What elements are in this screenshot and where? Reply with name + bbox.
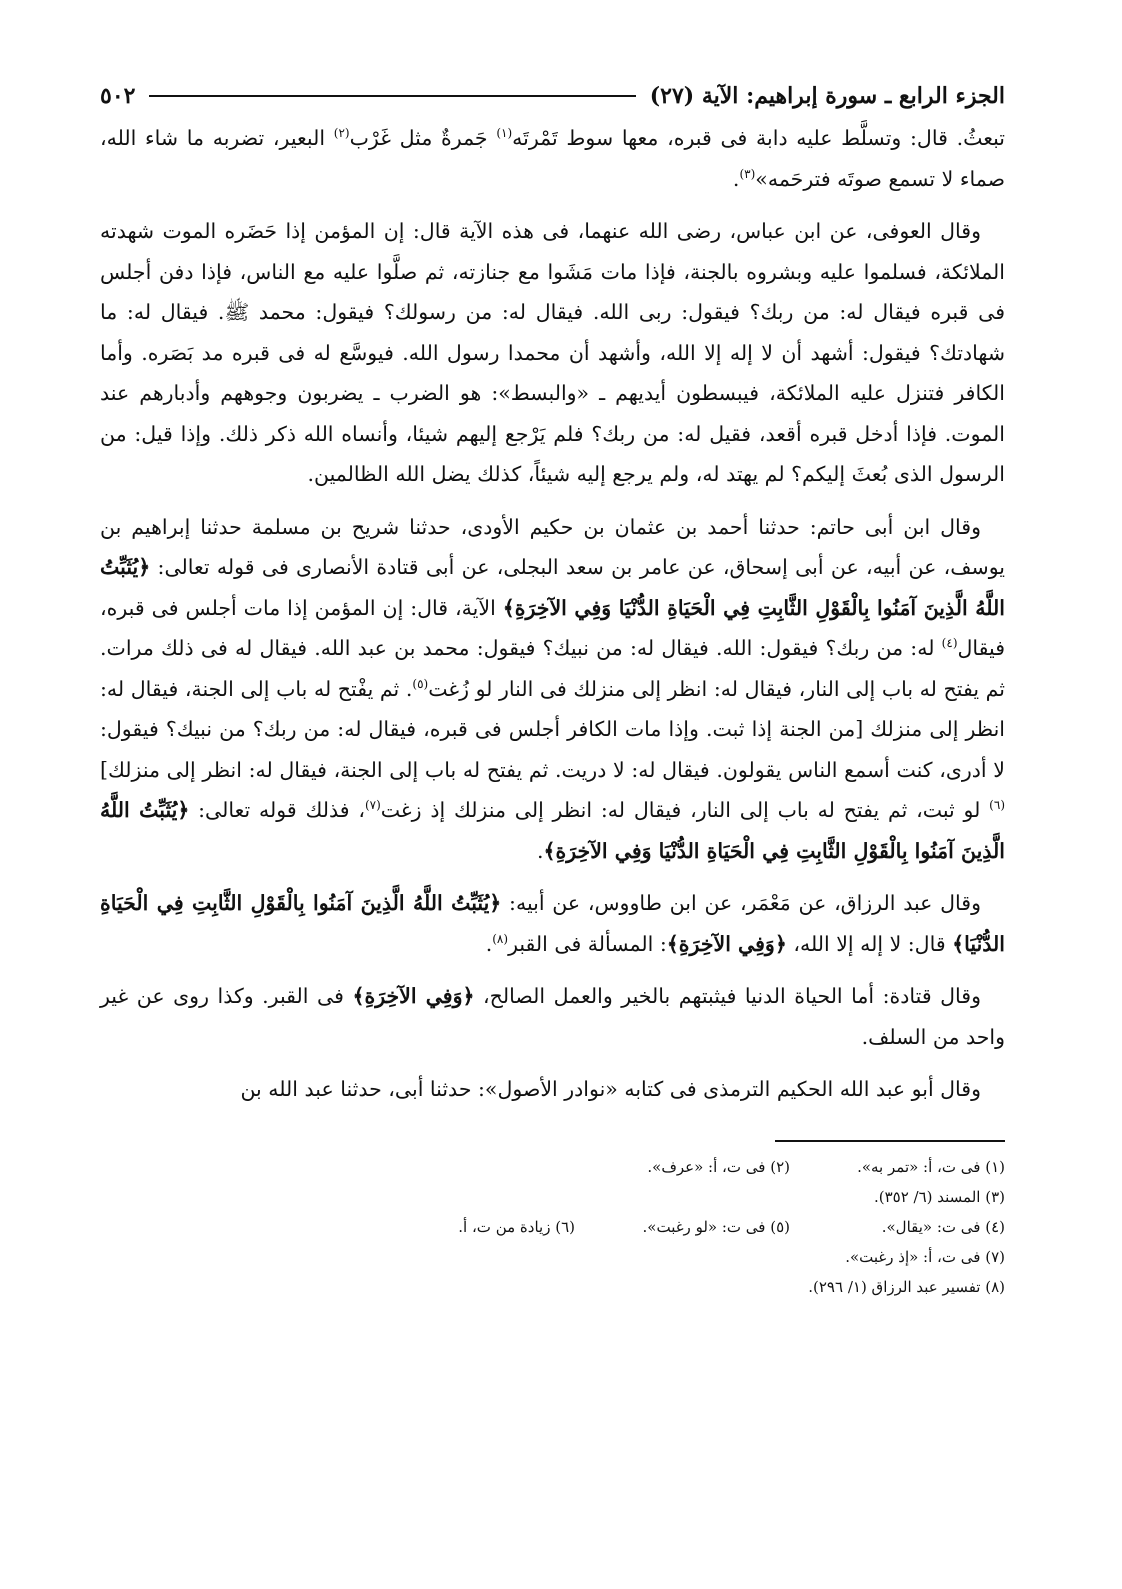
footnote: (٤) فى ت: «يقال». bbox=[881, 1217, 1005, 1236]
quran-verse: ﴿وَفِي الآخِرَةِ﴾ bbox=[666, 931, 787, 956]
footnote-reference: (٣) bbox=[739, 166, 756, 181]
quran-verse: ﴿وَفِي الآخِرَةِ﴾ bbox=[352, 984, 475, 1008]
footnote: (٥) فى ت: «لو رغبت». bbox=[642, 1217, 790, 1236]
footnote: (٧) فى ت، أ: «إذ رغبت». bbox=[845, 1247, 1005, 1266]
footnote: (٨) تفسير عبد الرزاق (١/ ٢٩٦). bbox=[808, 1277, 1005, 1296]
footnote-separator bbox=[775, 1140, 1005, 1142]
paragraph bbox=[100, 211, 1005, 495]
page-number: ٥٠٢ bbox=[100, 83, 136, 109]
paragraph-text: . bbox=[536, 838, 544, 863]
paragraph bbox=[100, 1069, 1005, 1110]
paragraph-text: . bbox=[485, 931, 493, 956]
footnote-reference: (٢) bbox=[333, 126, 350, 141]
paragraph-text: ، فذلك قوله تعالى: bbox=[189, 798, 365, 822]
footnote-row bbox=[100, 1152, 1005, 1182]
footnote: (١) فى ت، أ: «تمر به». bbox=[857, 1157, 1005, 1176]
paragraph-text: وقال عبد الرزاق، عن مَعْمَر، عن ابن طاووس، عن أبيه: bbox=[501, 891, 981, 915]
footnote-reference: (٤) bbox=[941, 636, 958, 651]
paragraph-text: وقال أبو عبد الله الحكيم الترمذى فى كتابه «نوادر الأصول»: حدثنا أبى، حدثنا عبد الله بن bbox=[240, 1077, 981, 1101]
paragraph bbox=[100, 507, 1005, 872]
running-head-title: الجزء الرابع ـ سورة إبراهيم: الآية (٢٧) bbox=[649, 83, 1005, 109]
footnote: (٣) المسند (٦/ ٣٥٢). bbox=[873, 1187, 1005, 1206]
quran-verse: ﴿يُثَبِّتُ اللَّهُ الَّذِينَ آمَنُوا بِالْقَوْلِ الثَّابِتِ فِي الْحَيَاةِ الدُّنْيَا﴾ bbox=[100, 891, 1005, 956]
body-text bbox=[100, 118, 1005, 1110]
running-head-rule bbox=[149, 95, 635, 97]
footnote: (٦) زيادة من ت، أ. bbox=[458, 1217, 575, 1236]
footnote-reference: (٦) bbox=[989, 798, 1005, 813]
running-head bbox=[100, 78, 1005, 114]
paragraph-text: جَمرةٌ مثل غَرْب bbox=[349, 126, 497, 150]
paragraph-text: تبعثُ. قال: وتسلَّط عليه دابة فى قبره، معها سوط تَمْرتَه bbox=[512, 126, 1005, 150]
footnotes bbox=[100, 1152, 1005, 1302]
paragraph-text: فى القبر. وكذا روى عن غير واحد من السلف. bbox=[100, 984, 1005, 1049]
footnote: (٢) فى ت، أ: «عرف». bbox=[647, 1157, 790, 1176]
paragraph bbox=[100, 976, 1005, 1057]
quran-verse: ﴿يُثَبِّتُ اللَّهُ الَّذِينَ آمَنُوا بِالْقَوْلِ الثَّابِتِ فِي الْحَيَاةِ الدُّنْيَا وَفِي الآخِرَةِ﴾ bbox=[100, 798, 1005, 863]
paragraph-text: قال: لا إله إلا الله، bbox=[786, 931, 953, 956]
footnote-row bbox=[100, 1272, 1005, 1302]
footnote-row bbox=[100, 1182, 1005, 1212]
footnote-row bbox=[100, 1212, 1005, 1242]
footnote-reference: (٨) bbox=[492, 931, 509, 946]
paragraph-text: الآية، قال: إن المؤمن إذا مات أجلس فى قبره، فيقال bbox=[100, 595, 1005, 660]
page bbox=[100, 78, 1005, 1538]
footnote-reference: (٥) bbox=[412, 676, 429, 691]
paragraph-text: وقال العوفى، عن ابن عباس، رضى الله عنهما، فى هذه الآية قال: إن المؤمن إذا حَضَره الموت شهدته الملائكة، فسلموا عليه وبشروه بالجنة، فإذا مات مَشَوا مع جنازته، ثم صلَّوا عليه مع الناس، فإذا دفن أجلس فى قبره فيقال له: من ربك؟ فيقول: ربى الله. فيقال له: من رسولك؟ فيقول: محمد ﷺ. فيقال له: ما شهادتك؟ فيقول: أشهد أن لا إله إلا الله، وأشهد أن محمدا رسول الله. فيوسَّع له فى قبره مد بَصَره. وأما الكافر فتنزل عليه الملائكة، فيبسطون أيديهم ـ «والبسط»: هو الضرب ـ يضربون وجوههم وأدبارهم عند الموت. فإذا أدخل قبره أقعد، فقيل له: من ربك؟ فلم يَرْجع إليهم شيئا، وأنساه الله ذكر ذلك. وإذا قيل: من الرسول الذى بُعثَ إليكم؟ لم يهتد له، ولم يرجع إليه شيئاً، كذلك يضل الله الظالمين. bbox=[100, 219, 1005, 486]
paragraph-text: . bbox=[732, 166, 740, 191]
quran-verse: ﴿يُثَبِّتُ اللَّهُ الَّذِينَ آمَنُوا بِالْقَوْلِ الثَّابِتِ فِي الْحَيَاةِ الدُّنْيَا وَفِي الآخِرَةِ﴾ bbox=[100, 555, 1005, 620]
paragraph-text: : المسألة فى القبر bbox=[508, 931, 667, 956]
footnote-row bbox=[100, 1242, 1005, 1272]
footnote-reference: (١) bbox=[496, 126, 513, 141]
paragraph-text: له: من ربك؟ فيقول: الله. فيقال له: من نبيك؟ فيقول: محمد بن عبد الله. فيقال له فى ذلك مرات. ثم يفتح له باب إلى النار، فيقال له: انظر إلى منزلك فى النار لو زُغت bbox=[100, 636, 1005, 701]
footnote-reference: (٧) bbox=[364, 798, 381, 813]
paragraph-text: وقال ابن أبى حاتم: حدثنا أحمد بن عثمان بن حكيم الأودى، حدثنا شريح بن مسلمة حدثنا إبراهيم بن يوسف، عن أبيه، عن أبى إسحاق، عن عامر بن سعد البجلى، عن أبى قتادة الأنصارى فى قوله تعالى: bbox=[100, 514, 1005, 579]
paragraph-text: البعير، تضربه ما شاء الله، صماء لا تسمع صوتَه فترحَمه» bbox=[100, 126, 1005, 191]
paragraph-text: لو ثبت، ثم يفتح له باب إلى النار، فيقال له: انظر إلى منزلك إذ زغت bbox=[380, 798, 990, 822]
paragraph-text: وقال قتادة: أما الحياة الدنيا فيثبتهم بالخير والعمل الصالح، bbox=[474, 984, 982, 1008]
paragraph bbox=[100, 118, 1005, 199]
paragraph-text: . ثم يفْتح له باب إلى الجنة، فيقال له: انظر إلى منزلك [من الجنة إذا ثبت. وإذا مات الكافر أجلس فى قبره، فيقال له: من ربك؟ من نبيك؟ فيقول: لا أدرى، كنت أسمع الناس يقولون. فيقال له: لا دريت. ثم يفتح له باب إلى الجنة، فيقال له: انظر إلى منزلك] bbox=[100, 676, 1005, 782]
paragraph bbox=[100, 883, 1005, 964]
